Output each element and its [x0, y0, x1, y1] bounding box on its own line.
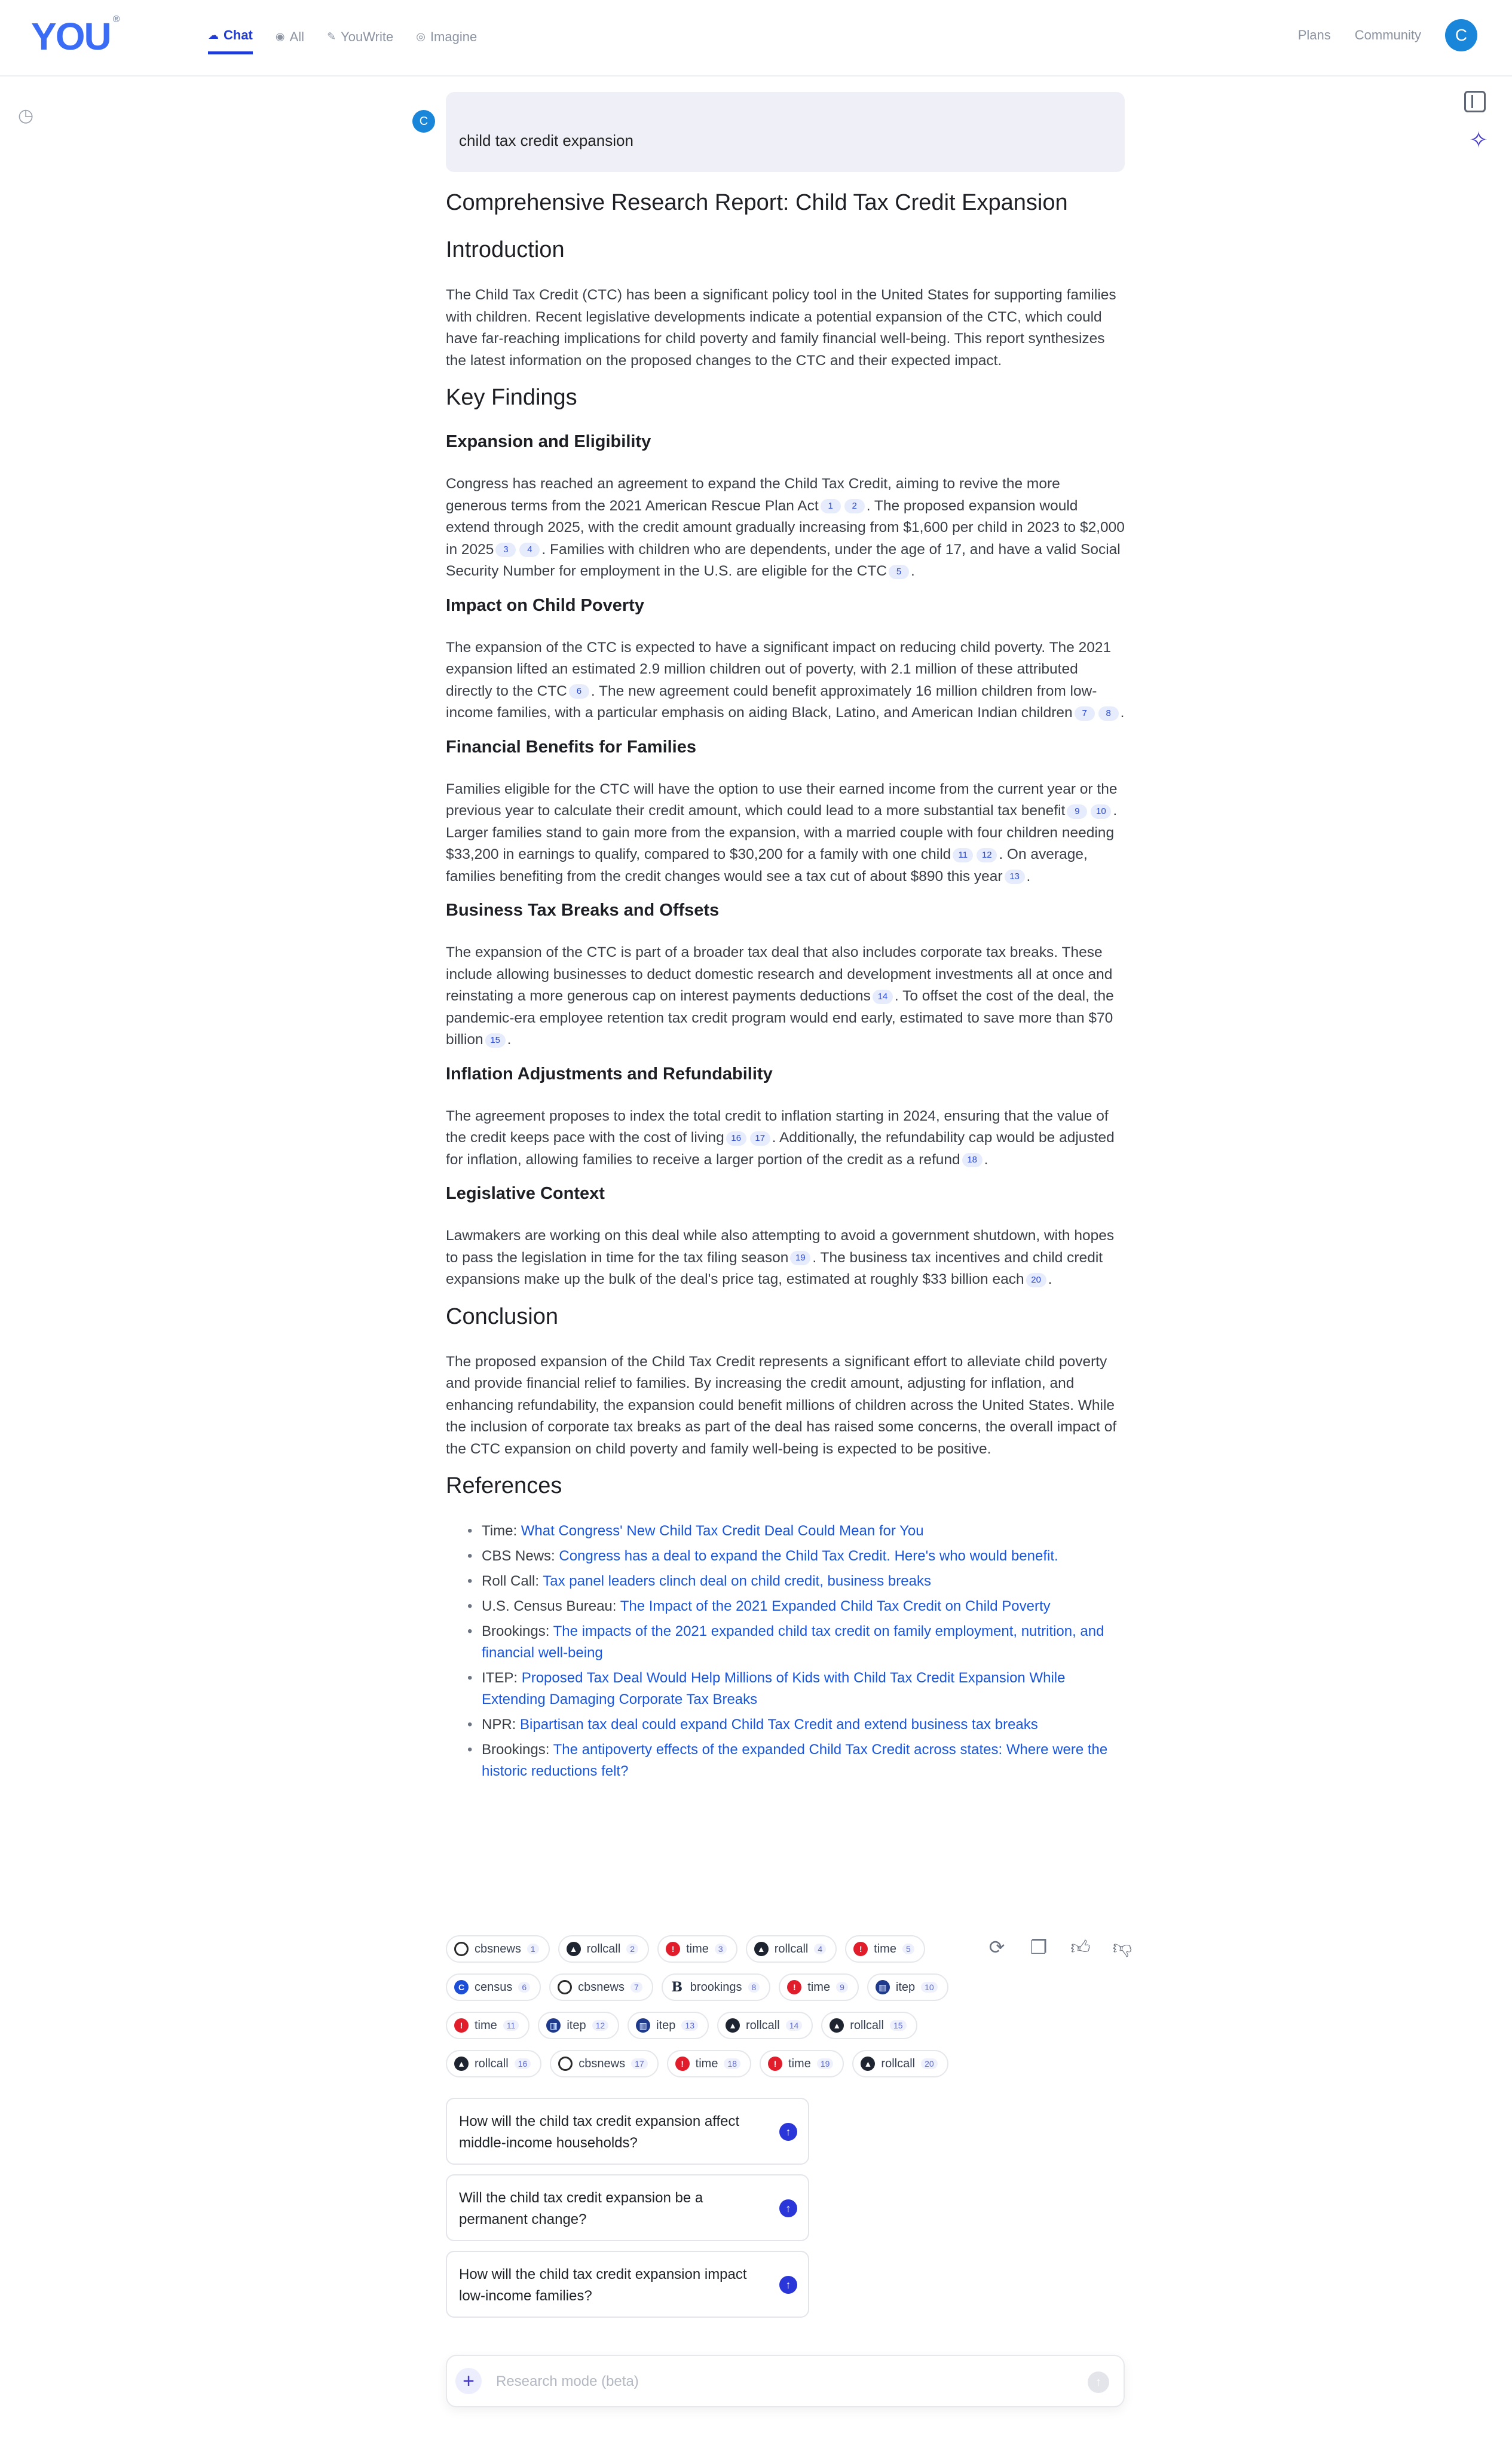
- source-name: cbsnews: [579, 2057, 626, 2070]
- section-paragraph: The expansion of the CTC is expected to have a significant impact on reducing child poverty. The 2021 expansion lifted an estimated 2.9 million children out of poverty, with 2.1 million of these attributed directly to the CTC 6 . The new agreement could benefit approximately 16 million children from low-income families, with a particular emphasis on aiding Black, Latino, and American Indian children 7 8 .: [446, 639, 1125, 721]
- source-chip[interactable]: [657, 1935, 737, 1963]
- source-name: rollcall: [850, 2018, 884, 2032]
- intro-heading: Introduction: [446, 237, 565, 262]
- cbs-favicon-icon: [454, 1942, 469, 1956]
- top-right-links: [1298, 19, 1477, 51]
- reference-link[interactable]: The impacts of the 2021 expanded child tax credit on family employment, nutrition, and financial well-being: [482, 1623, 1104, 1661]
- arrow-up-icon: ↑: [779, 2276, 797, 2294]
- source-number: 3: [715, 1944, 727, 1954]
- answer-actions: [985, 1935, 1134, 1959]
- source-chip[interactable]: [867, 1973, 948, 2001]
- image-icon: ◎: [416, 30, 426, 42]
- section-heading: Business Tax Breaks and Offsets: [446, 901, 720, 920]
- message-composer: [446, 2355, 1125, 2407]
- citation-badge[interactable]: 1: [821, 499, 841, 513]
- community-link[interactable]: Community: [1354, 27, 1421, 42]
- tab-imagine[interactable]: [416, 27, 477, 54]
- source-name: brookings: [690, 1980, 742, 1994]
- source-number: 16: [515, 2058, 531, 2069]
- rollcall-favicon-icon: ▲: [830, 2018, 844, 2033]
- follow-up-button[interactable]: [446, 2174, 809, 2241]
- itep-favicon-icon: ▥: [636, 2018, 650, 2033]
- text-run: The expansion of the CTC is part of a broader tax deal that also includes corporate tax breaks. These include allowing businesses to deduct domestic research and development investments all at once and reinstating a more generous cap on interest payments deductions: [446, 944, 1113, 1004]
- section-paragraph: Congress has reached an agreement to expand the Child Tax Credit, aiming to revive the more generous terms from the 2021 American Rescue Plan Act 1 2 . The proposed expansion would extend through 2025, with the credit amount gradually increasing from $1,600 per child in 2023 to $2,000 in 2025 3 4 . Families with children who are dependents, under the age of 17, and have a valid Social Security Number for employment in the U.S. are eligible for the CTC 5 .: [446, 476, 1125, 579]
- source-name: time: [807, 1980, 831, 1994]
- reference-link[interactable]: Congress has a deal to expand the Child Tax Credit. Here's who would benefit.: [559, 1548, 1058, 1564]
- citation-badge[interactable]: 6: [569, 684, 589, 699]
- citation-badge[interactable]: 8: [1098, 706, 1119, 721]
- source-chip[interactable]: [538, 2012, 619, 2039]
- source-chip[interactable]: [667, 2050, 751, 2077]
- source-number: 4: [814, 1944, 826, 1954]
- source-number: 14: [786, 2020, 803, 2031]
- references-heading: References: [446, 1473, 562, 1498]
- source-chip[interactable]: [852, 2050, 948, 2077]
- brook-favicon-icon: B: [670, 1980, 684, 1994]
- text-run: . Larger families stand to gain more from the expansion, with a married couple with four children needing $33,200 in earnings to qualify, compared to $30,200 for a family with one child: [446, 803, 1118, 862]
- follow-up-suggestions: [446, 2098, 809, 2327]
- source-number: 13: [681, 2020, 698, 2031]
- source-chip[interactable]: [662, 1973, 771, 2001]
- reference-source: CBS News:: [482, 1548, 559, 1564]
- history-icon[interactable]: ◷: [18, 106, 34, 126]
- user-avatar[interactable]: C: [1445, 19, 1477, 51]
- globe-icon: ◉: [275, 30, 285, 42]
- source-chip[interactable]: [717, 2012, 813, 2039]
- source-name: time: [788, 2057, 811, 2070]
- text-run: Congress has reached an agreement to expand the Child Tax Credit, aiming to revive the more generous terms from the 2021 American Rescue Plan Act: [446, 476, 1060, 514]
- source-number: 8: [748, 1982, 760, 1993]
- source-name: itep: [895, 1980, 916, 1994]
- citation-badge[interactable]: 17: [750, 1131, 770, 1146]
- source-number: 19: [817, 2058, 834, 2069]
- source-chip[interactable]: [760, 2050, 844, 2077]
- source-number: 6: [518, 1982, 530, 1993]
- key-findings-heading: Key Findings: [446, 385, 577, 410]
- text-run: . The new agreement could benefit approximately 16 million children from low-income families, with a particular emphasis on aiding Black, Latino, and American Indian children: [446, 683, 1097, 721]
- rollcall-favicon-icon: ▲: [754, 1942, 769, 1956]
- source-number: 1: [527, 1944, 539, 1954]
- time-favicon-icon: !: [666, 1942, 680, 1956]
- citation-badge[interactable]: 3: [495, 543, 516, 557]
- reference-item: [467, 1546, 1125, 1567]
- rollcall-favicon-icon: ▲: [726, 2018, 740, 2033]
- source-chip[interactable]: [446, 1973, 541, 2001]
- source-chip[interactable]: [746, 1935, 837, 1963]
- source-chip[interactable]: [558, 1935, 649, 1963]
- source-number: 10: [921, 1982, 938, 1993]
- source-name: cbsnews: [578, 1980, 625, 1994]
- reference-link[interactable]: The Impact of the 2021 Expanded Child Tax Credit on Child Poverty: [620, 1598, 1051, 1614]
- text-run: The agreement proposes to index the total credit to inflation starting in 2024, ensuring that the value of the credit keeps pace with the cost of living: [446, 1107, 1109, 1146]
- section-paragraph: The expansion of the CTC is part of a broader tax deal that also includes corporate tax breaks. These include allowing businesses to deduct domestic research and development investments all at once and reinstating a more generous cap on interest payments deductions 14 . To offset the cost of the deal, the pandemic-era employee retention tax credit program would end early, estimated to save more than $70 billion 15 .: [446, 944, 1114, 1048]
- source-chip[interactable]: [549, 1973, 653, 2001]
- follow-up-text: How will the child tax credit expansion impact low-income families?: [459, 2266, 747, 2304]
- tab-youwrite[interactable]: [327, 27, 393, 54]
- follow-up-button[interactable]: [446, 2251, 809, 2318]
- source-name: rollcall: [475, 2057, 509, 2070]
- text-run: Families eligible for the CTC will have the option to use their earned income from the current year or the previous year to calculate their credit amount, which could lead to a more substantial tax benefit: [446, 781, 1118, 819]
- time-favicon-icon: !: [675, 2057, 690, 2071]
- source-name: time: [475, 2018, 497, 2032]
- reference-link[interactable]: The antipoverty effects of the expanded Child Tax Credit across states: Where were the historic reductions felt?: [482, 1742, 1108, 1779]
- copy-icon[interactable]: ❐: [1030, 1936, 1048, 1958]
- source-name: itep: [567, 2018, 586, 2032]
- time-favicon-icon: !: [853, 1942, 868, 1956]
- source-number: 18: [724, 2058, 740, 2069]
- text-run: . Families with children who are dependents, under the age of 17, and have a valid Social Security Number for employment in the U.S. are eligible for the CTC: [446, 541, 1121, 579]
- text-run: . The proposed expansion would extend through 2025, with the credit amount gradually increasing from $1,600 per child in 2023 to $2,000 in 2025: [446, 497, 1125, 558]
- text-run: The expansion of the CTC is expected to have a significant impact on reducing child poverty. The 2021 expansion lifted an estimated 2.9 million children out of poverty, with 2.1 million of these attributed directly to the CTC: [446, 639, 1112, 699]
- source-number: 11: [503, 2020, 519, 2031]
- query-text: child tax credit expansion: [459, 131, 633, 149]
- citation-badge[interactable]: 4: [519, 543, 540, 557]
- section-heading: Impact on Child Poverty: [446, 595, 644, 615]
- census-favicon-icon: C: [454, 1980, 469, 1994]
- source-name: time: [695, 2057, 718, 2070]
- citation-badge[interactable]: 5: [889, 565, 909, 579]
- citation-badge[interactable]: 13: [1005, 870, 1025, 884]
- conclusion-heading: Conclusion: [446, 1303, 558, 1329]
- source-number: 9: [836, 1982, 848, 1993]
- cbs-favicon-icon: [558, 2057, 573, 2071]
- section-paragraph: Lawmakers are working on this deal while also attempting to avoid a government shutdown, with hopes to pass the legislation in time for the tax filing season 19 . The business tax incentives and child credit expansions make up the bulk of the deal's price tag, estimated at roughly $33 billion each 20 .: [446, 1228, 1115, 1287]
- references-list: [446, 1520, 1125, 1782]
- main-nav: [208, 27, 477, 54]
- source-chip[interactable]: [550, 2050, 658, 2077]
- reference-item: [467, 1621, 1125, 1664]
- follow-up-button[interactable]: [446, 2098, 809, 2165]
- text-run: . On average, families benefiting from the credit changes would see a tax cut of about $890 this year: [446, 846, 1088, 885]
- reference-source: Time:: [482, 1523, 521, 1539]
- time-favicon-icon: !: [454, 2018, 469, 2033]
- citation-badge[interactable]: 15: [485, 1033, 506, 1048]
- tab-imagine-label: Imagine: [430, 29, 478, 44]
- source-name: rollcall: [881, 2057, 916, 2070]
- source-number: 5: [902, 1944, 914, 1954]
- source-name: time: [686, 1942, 709, 1956]
- you-logo[interactable]: [31, 14, 118, 59]
- source-chip[interactable]: [821, 2012, 917, 2039]
- sidebar-toggle-icon[interactable]: [1464, 91, 1486, 112]
- arrow-up-icon: ↑: [779, 2123, 797, 2141]
- text-run: . Additionally, the refundability cap would be adjusted for inflation, allowing families to receive a larger portion of the credit as a refund: [446, 1130, 1115, 1168]
- citation-badge[interactable]: 19: [790, 1251, 810, 1265]
- conclusion-paragraph: The proposed expansion of the Child Tax Credit represents a significant effort to alleviate child poverty and provide financial relief to families. By increasing the credit amount, adjusting for inflation, and enhancing refundability, the expansion could benefit millions of children across the United States. While the inclusion of corporate tax breaks as part of the deal has raised some concerns, the overall impact of the CTC expansion on child poverty and family well-being is expected to be positive.: [446, 1353, 1117, 1457]
- rollcall-favicon-icon: ▲: [567, 1942, 581, 1956]
- source-chip[interactable]: [446, 2012, 529, 2039]
- section-heading: Expansion and Eligibility: [446, 432, 651, 451]
- rollcall-favicon-icon: ▲: [454, 2057, 469, 2071]
- reference-item: [467, 1520, 1125, 1542]
- tab-all-label: All: [289, 29, 305, 44]
- source-chip[interactable]: [845, 1935, 925, 1963]
- itep-favicon-icon: ▥: [876, 1980, 890, 1994]
- query-avatar: C: [412, 110, 435, 133]
- citation-badge[interactable]: 11: [953, 848, 973, 862]
- source-number: 12: [592, 2020, 609, 2031]
- reference-link[interactable]: Bipartisan tax deal could expand Child Tax Credit and extend business tax breaks: [520, 1716, 1038, 1733]
- tab-all[interactable]: [276, 27, 304, 54]
- source-number: 15: [890, 2020, 907, 2031]
- source-name: rollcall: [746, 2018, 780, 2032]
- source-number: 17: [631, 2058, 648, 2069]
- intro-paragraph: The Child Tax Credit (CTC) has been a significant policy tool in the United States for supporting families with children. Recent legislative developments indicate a potential expansion of the CTC, which could have far-reaching implications for child poverty and family financial well-being. This report synthesizes the latest information on the proposed changes to the CTC and their expected impact.: [446, 287, 1116, 369]
- section-heading: Legislative Context: [446, 1184, 605, 1203]
- thumbs-up-icon[interactable]: 👍︎: [1070, 1936, 1091, 1958]
- arrow-up-icon: ↑: [779, 2199, 797, 2217]
- reference-item: [467, 1739, 1125, 1782]
- chat-icon: ☁: [208, 29, 219, 41]
- citation-badge[interactable]: 18: [962, 1153, 983, 1167]
- reference-source: Brookings:: [482, 1623, 553, 1639]
- section-paragraph: Families eligible for the CTC will have the option to use their earned income from the current year or the previous year to calculate their credit amount, which could lead to a more substantial tax benefit 9 10 . Larger families stand to gain more from the expansion, with a married couple with four children needing $33,200 in earnings to qualify, compared to $30,200 for a family with one child 11 12 . On average, families benefiting from the credit changes would see a tax cut of about $890 this year 13 .: [446, 781, 1118, 885]
- source-chips: [446, 1935, 984, 2077]
- source-chip[interactable]: [446, 2050, 541, 2077]
- reference-source: U.S. Census Bureau:: [482, 1598, 620, 1614]
- source-number: 7: [630, 1982, 642, 1993]
- citation-badge[interactable]: 7: [1075, 706, 1095, 721]
- logo-text: YOU: [31, 15, 111, 58]
- source-chip[interactable]: [628, 2012, 709, 2039]
- user-query: [446, 92, 1125, 172]
- reference-item: [467, 1571, 1125, 1592]
- time-favicon-icon: !: [768, 2057, 782, 2071]
- reference-item: [467, 1667, 1125, 1710]
- citation-badge[interactable]: 20: [1026, 1273, 1046, 1287]
- text-run: . The business tax incentives and child credit expansions make up the bulk of the deal's price tag, estimated at roughly $33 billion each: [446, 1249, 1103, 1287]
- send-icon[interactable]: ↑: [1088, 2372, 1109, 2393]
- sparkle-icon[interactable]: ✧: [1469, 128, 1488, 153]
- tab-chat[interactable]: [208, 27, 253, 54]
- reference-item: [467, 1714, 1125, 1736]
- source-chip[interactable]: [446, 1935, 550, 1963]
- citation-badge[interactable]: 10: [1091, 804, 1111, 819]
- citation-badge[interactable]: 9: [1067, 804, 1087, 819]
- reference-source: Roll Call:: [482, 1573, 543, 1589]
- reference-link[interactable]: Tax panel leaders clinch deal on child credit, business breaks: [543, 1573, 931, 1589]
- report-title: Comprehensive Research Report: Child Tax Credit Expansion: [446, 190, 1068, 215]
- source-name: cbsnews: [475, 1942, 521, 1956]
- chat-input[interactable]: [495, 2369, 1035, 2394]
- citation-badge[interactable]: 16: [726, 1131, 746, 1146]
- source-chip[interactable]: [779, 1973, 859, 2001]
- source-number: 20: [921, 2058, 938, 2069]
- tab-youwrite-label: YouWrite: [341, 29, 394, 44]
- reference-source: NPR:: [482, 1716, 521, 1733]
- citation-badge[interactable]: 14: [873, 990, 893, 1004]
- reference-link[interactable]: Proposed Tax Deal Would Help Millions of Kids with Child Tax Credit Expansion While Extending Damaging Corporate Tax Breaks: [482, 1670, 1066, 1708]
- plus-icon[interactable]: +: [455, 2368, 482, 2394]
- source-name: rollcall: [774, 1942, 809, 1956]
- source-number: 2: [626, 1944, 638, 1954]
- text-run: Lawmakers are working on this deal while also attempting to avoid a government shutdown, with hopes to pass the legislation in time for the tax filing season: [446, 1228, 1115, 1266]
- pen-icon: ✎: [327, 30, 336, 42]
- reference-source: Brookings:: [482, 1742, 553, 1758]
- source-name: itep: [656, 2018, 676, 2032]
- text-run: . To offset the cost of the deal, the pandemic-era employee retention tax credit program would end early, estimated to save more than $70 billion: [446, 988, 1114, 1048]
- cbs-favicon-icon: [558, 1980, 572, 1994]
- regenerate-icon[interactable]: ⟳: [988, 1936, 1005, 1958]
- research-report: [446, 190, 1125, 1806]
- section-heading: Financial Benefits for Families: [446, 737, 696, 757]
- itep-favicon-icon: ▥: [546, 2018, 561, 2033]
- reference-item: [467, 1596, 1125, 1617]
- thumbs-down-icon[interactable]: 👎︎: [1112, 1936, 1133, 1958]
- plans-link[interactable]: Plans: [1297, 27, 1331, 42]
- top-bar: [0, 0, 1512, 76]
- follow-up-text: How will the child tax credit expansion affect middle-income households?: [459, 2113, 740, 2151]
- reference-link[interactable]: What Congress' New Child Tax Credit Deal Could Mean for You: [521, 1523, 924, 1539]
- citation-badge[interactable]: 12: [977, 848, 997, 862]
- logo-tm: ®: [112, 14, 119, 25]
- reference-source: ITEP:: [482, 1670, 522, 1686]
- source-name: time: [874, 1942, 896, 1956]
- citation-badge[interactable]: 2: [844, 499, 865, 513]
- section-paragraph: The agreement proposes to index the total credit to inflation starting in 2024, ensuring that the value of the credit keeps pace with the cost of living 16 17 . Additionally, the refundability cap would be adjusted for inflation, allowing families to receive a larger portion of the credit as a refund 18 .: [446, 1107, 1115, 1168]
- follow-up-text: Will the child tax credit expansion be a permanent change?: [459, 2190, 703, 2227]
- rollcall-favicon-icon: ▲: [861, 2057, 875, 2071]
- source-name: census: [475, 1980, 513, 1994]
- section-heading: Inflation Adjustments and Refundability: [446, 1064, 773, 1084]
- time-favicon-icon: !: [787, 1980, 801, 1994]
- source-name: rollcall: [586, 1942, 621, 1956]
- tab-chat-label: Chat: [224, 27, 253, 42]
